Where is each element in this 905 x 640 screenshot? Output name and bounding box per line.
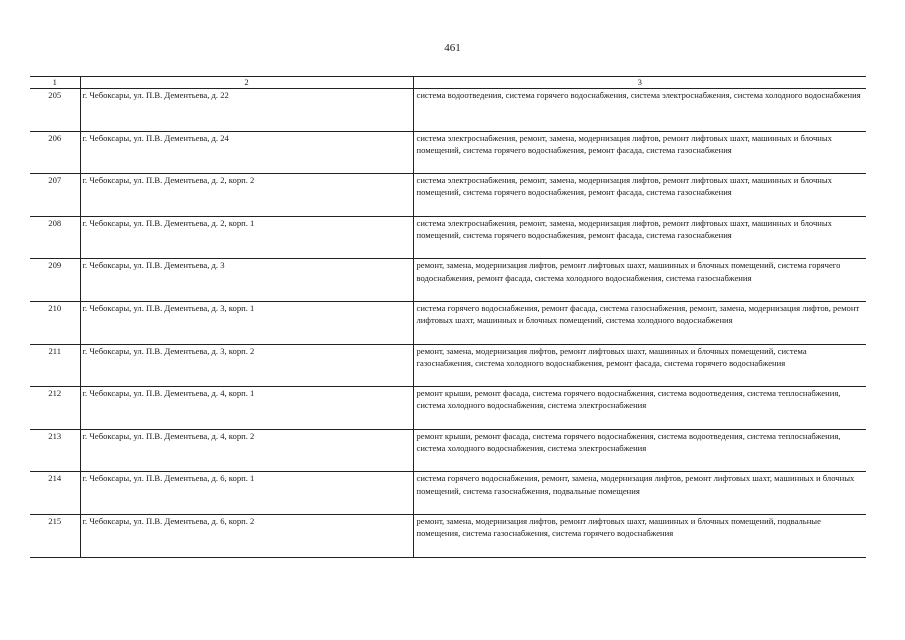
table-row bbox=[30, 344, 866, 387]
page-number: 461 bbox=[444, 42, 461, 54]
row-works: система горячего водоснабжения, ремонт фасада, система газоснабжения, ремонт, замена, модернизация лифтов, ремонт лифтовых шахт, машинных и блочных помещений, система холодного водоснабжения bbox=[413, 301, 866, 344]
row-address: г. Чебоксары, ул. П.В. Дементьева, д. 6, корп. 1 bbox=[80, 472, 413, 515]
table-row bbox=[30, 174, 866, 217]
row-number: 209 bbox=[30, 259, 80, 302]
row-address: г. Чебоксары, ул. П.В. Дементьева, д. 3, корп. 2 bbox=[80, 344, 413, 387]
row-works: система водоотведения, система горячего водоснабжения, система электроснабжения, система холодного водоснабжения bbox=[413, 89, 866, 132]
table-row bbox=[30, 259, 866, 302]
row-number: 206 bbox=[30, 131, 80, 174]
row-works: система электроснабжения, ремонт, замена, модернизация лифтов, ремонт лифтовых шахт, машинных и блочных помещений, система горячего водоснабжения, ремонт фасада, система газоснабжения bbox=[413, 174, 866, 217]
row-number: 212 bbox=[30, 387, 80, 430]
row-address: г. Чебоксары, ул. П.В. Дементьева, д. 3, корп. 1 bbox=[80, 301, 413, 344]
row-number: 211 bbox=[30, 344, 80, 387]
column-header-2: 2 bbox=[80, 77, 413, 89]
row-works: система электроснабжения, ремонт, замена, модернизация лифтов, ремонт лифтовых шахт, машинных и блочных помещений, система горячего водоснабжения, ремонт фасада, система газоснабжения bbox=[413, 131, 866, 174]
row-number: 214 bbox=[30, 472, 80, 515]
table-row bbox=[30, 429, 866, 472]
row-address: г. Чебоксары, ул. П.В. Дементьева, д. 22 bbox=[80, 89, 413, 132]
row-address: г. Чебоксары, ул. П.В. Дементьева, д. 2, корп. 2 bbox=[80, 174, 413, 217]
row-works: ремонт, замена, модернизация лифтов, ремонт лифтовых шахт, машинных и блочных помещений, система газоснабжения, система холодного водоснабжения, ремонт фасада, система горячего водоснабжения bbox=[413, 344, 866, 387]
row-address: г. Чебоксары, ул. П.В. Дементьева, д. 4, корп. 2 bbox=[80, 429, 413, 472]
table-header bbox=[30, 77, 866, 89]
row-works: ремонт, замена, модернизация лифтов, ремонт лифтовых шахт, машинных и блочных помещений, подвальные помещения, система газоснабжения, система горячего водоснабжения bbox=[413, 514, 866, 557]
table-row bbox=[30, 472, 866, 515]
table-row bbox=[30, 216, 866, 259]
row-number: 207 bbox=[30, 174, 80, 217]
table-row bbox=[30, 131, 866, 174]
row-address: г. Чебоксары, ул. П.В. Дементьева, д. 2, корп. 1 bbox=[80, 216, 413, 259]
row-address: г. Чебоксары, ул. П.В. Дементьева, д. 6, корп. 2 bbox=[80, 514, 413, 557]
table-row bbox=[30, 89, 866, 132]
row-works: система электроснабжения, ремонт, замена, модернизация лифтов, ремонт лифтовых шахт, машинных и блочных помещений, система горячего водоснабжения, ремонт фасада, система газоснабжения bbox=[413, 216, 866, 259]
row-number: 208 bbox=[30, 216, 80, 259]
column-header-3: 3 bbox=[413, 77, 866, 89]
row-works: система горячего водоснабжения, ремонт, замена, модернизация лифтов, ремонт лифтовых шахт, машинных и блочных помещений, система газоснабжения, подвальные помещения bbox=[413, 472, 866, 515]
table-body bbox=[30, 89, 866, 558]
table-row bbox=[30, 301, 866, 344]
row-number: 210 bbox=[30, 301, 80, 344]
works-table bbox=[30, 76, 866, 558]
row-works: ремонт крыши, ремонт фасада, система горячего водоснабжения, система водоотведения, система теплоснабжения, система холодного водоснабжения, система электроснабжения bbox=[413, 429, 866, 472]
table-row bbox=[30, 387, 866, 430]
column-header-1: 1 bbox=[30, 77, 80, 89]
row-works: ремонт, замена, модернизация лифтов, ремонт лифтовых шахт, машинных и блочных помещений, система горячего водоснабжения, ремонт фасада, система холодного водоснабжения, система газоснабжения bbox=[413, 259, 866, 302]
row-number: 213 bbox=[30, 429, 80, 472]
table-row bbox=[30, 514, 866, 557]
row-address: г. Чебоксары, ул. П.В. Дементьева, д. 24 bbox=[80, 131, 413, 174]
row-number: 215 bbox=[30, 514, 80, 557]
row-number: 205 bbox=[30, 89, 80, 132]
row-address: г. Чебоксары, ул. П.В. Дементьева, д. 4, корп. 1 bbox=[80, 387, 413, 430]
row-address: г. Чебоксары, ул. П.В. Дементьева, д. 3 bbox=[80, 259, 413, 302]
row-works: ремонт крыши, ремонт фасада, система горячего водоснабжения, система водоотведения, система теплоснабжения, система холодного водоснабжения, система электроснабжения bbox=[413, 387, 866, 430]
